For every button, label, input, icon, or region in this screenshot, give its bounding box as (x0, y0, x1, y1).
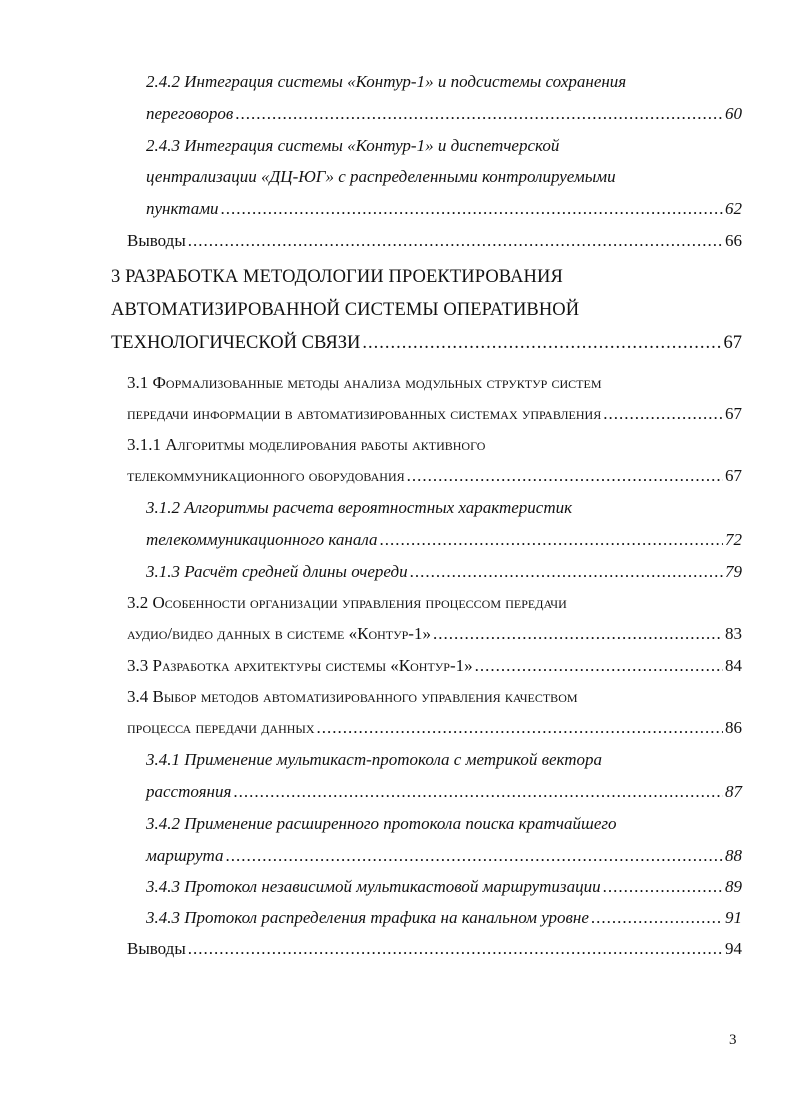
page-number: 3 (729, 1032, 737, 1048)
page-ref: 60 (725, 104, 742, 123)
dot-leader (362, 332, 721, 354)
toc-entry-text: ТЕХНОЛОГИЧЕСКОЙ СВЯЗИ (111, 333, 361, 353)
toc-entry-3-4-3-multicast (146, 876, 742, 898)
dot-leader (603, 403, 723, 425)
toc-entry-conclusions-3 (127, 938, 742, 960)
toc-entry-3-4-2 (146, 845, 742, 867)
toc-entry-text: 3.1.3 Расчёт средней длины очереди (146, 562, 408, 581)
page-ref: 94 (725, 939, 742, 958)
toc-chapter-3-title: 3 РАЗРАБОТКА МЕТОДОЛОГИИ ПРОЕКТИРОВАНИЯ (111, 267, 563, 287)
page-ref: 91 (725, 908, 742, 927)
toc-entry-3-1 (127, 403, 742, 425)
toc-entry-2-4-3-title: 2.4.3 Интеграция системы «Контур-1» и диспетчерской (146, 136, 560, 155)
dot-leader (410, 561, 723, 583)
toc-entry-3-4-3-traffic (146, 907, 742, 929)
page-ref: 79 (725, 562, 742, 581)
toc-entry-3-2 (127, 623, 742, 645)
dot-leader (235, 103, 723, 125)
toc-entry-2-4-2-title: 2.4.2 Интеграция системы «Контур-1» и подсистемы сохранения (146, 72, 627, 91)
toc-entry-text: пунктами (146, 199, 219, 218)
toc-chapter-3-title-cont: АВТОМАТИЗИРОВАННОЙ СИСТЕМЫ ОПЕРАТИВНОЙ (111, 300, 580, 320)
page-ref: 86 (725, 718, 742, 737)
toc-entry-text: 3.4.3 Протокол распределения трафика на канальном уровне (146, 908, 589, 927)
page-ref: 67 (725, 404, 742, 423)
page-ref: 88 (725, 846, 742, 865)
toc-entry-text: расстояния (146, 782, 232, 801)
toc-entry-3-1-3 (146, 561, 742, 583)
page-ref: 62 (725, 199, 742, 218)
toc-entry-text: Выводы (127, 231, 186, 250)
page-ref: 87 (725, 782, 742, 801)
page-ref: 67 (723, 333, 742, 353)
dot-leader (221, 198, 723, 220)
dot-leader (475, 655, 723, 677)
toc-entry-conclusions-2 (127, 230, 742, 252)
toc-entry-3-1-2-title: 3.1.2 Алгоритмы расчета вероятностных характеристик (146, 498, 573, 517)
toc-entry-3-4-1-title: 3.4.1 Применение мультикаст-протокола с метрикой вектора (146, 750, 603, 769)
page-ref: 84 (725, 656, 742, 675)
toc-entry-text: телекоммуникационного канала (146, 530, 378, 549)
toc-chapter-3 (111, 332, 742, 354)
toc-entry-3-4-1 (146, 781, 742, 803)
toc-entry-text: 3.3 Разработка архитектуры системы «Контур-1» (127, 656, 473, 675)
page-ref: 66 (725, 231, 742, 250)
dot-leader (188, 230, 723, 252)
page-ref: 67 (725, 466, 742, 485)
page-ref: 83 (725, 624, 742, 643)
dot-leader (188, 938, 723, 960)
toc-entry-text: 3.4.3 Протокол независимой мультикастовой маршрутизации (146, 877, 601, 896)
toc-entry-2-4-2 (146, 103, 742, 125)
toc-entry-text: переговоров (146, 104, 234, 123)
dot-leader (233, 781, 723, 803)
toc-entry-text: передачи информации в автоматизированных системах управления (127, 404, 602, 423)
toc-entry-3-1-1-title: 3.1.1 Алгоритмы моделирования работы активного (127, 435, 486, 454)
dot-leader (226, 845, 724, 867)
toc-entry-2-4-3 (146, 198, 742, 220)
toc-entry-3-1-title: 3.1 Формализованные методы анализа модульных структур систем (127, 373, 602, 392)
toc-entry-3-4-2-title: 3.4.2 Применение расширенного протокола поиска кратчайшего (146, 814, 617, 833)
toc-entry-3-4 (127, 717, 742, 739)
page-ref: 72 (725, 530, 742, 549)
toc-entry-3-3 (127, 655, 742, 677)
toc-entry-3-1-2 (146, 529, 742, 551)
dot-leader (603, 876, 723, 898)
toc-entry-2-4-3-title-cont: централизации «ДЦ-ЮГ» с распределенными контролируемыми (146, 167, 616, 186)
dot-leader (591, 907, 723, 929)
toc-entry-text: процесса передачи данных (127, 718, 315, 737)
toc-entry-3-2-title: 3.2 Особенности организации управления процессом передачи (127, 593, 567, 612)
page-ref: 89 (725, 877, 742, 896)
dot-leader (407, 465, 723, 487)
toc-entry-text: маршрута (146, 846, 224, 865)
dot-leader (379, 529, 723, 551)
toc-entry-3-1-1 (127, 465, 742, 487)
toc-entry-text: Выводы (127, 939, 186, 958)
toc-entry-text: телекоммуникационного оборудования (127, 466, 405, 485)
toc-entry-text: аудио/видео данных в системе «Контур-1» (127, 624, 431, 643)
toc-entry-3-4-title: 3.4 Выбор методов автоматизированного управления качеством (127, 687, 578, 706)
dot-leader (317, 717, 723, 739)
dot-leader (433, 623, 723, 645)
